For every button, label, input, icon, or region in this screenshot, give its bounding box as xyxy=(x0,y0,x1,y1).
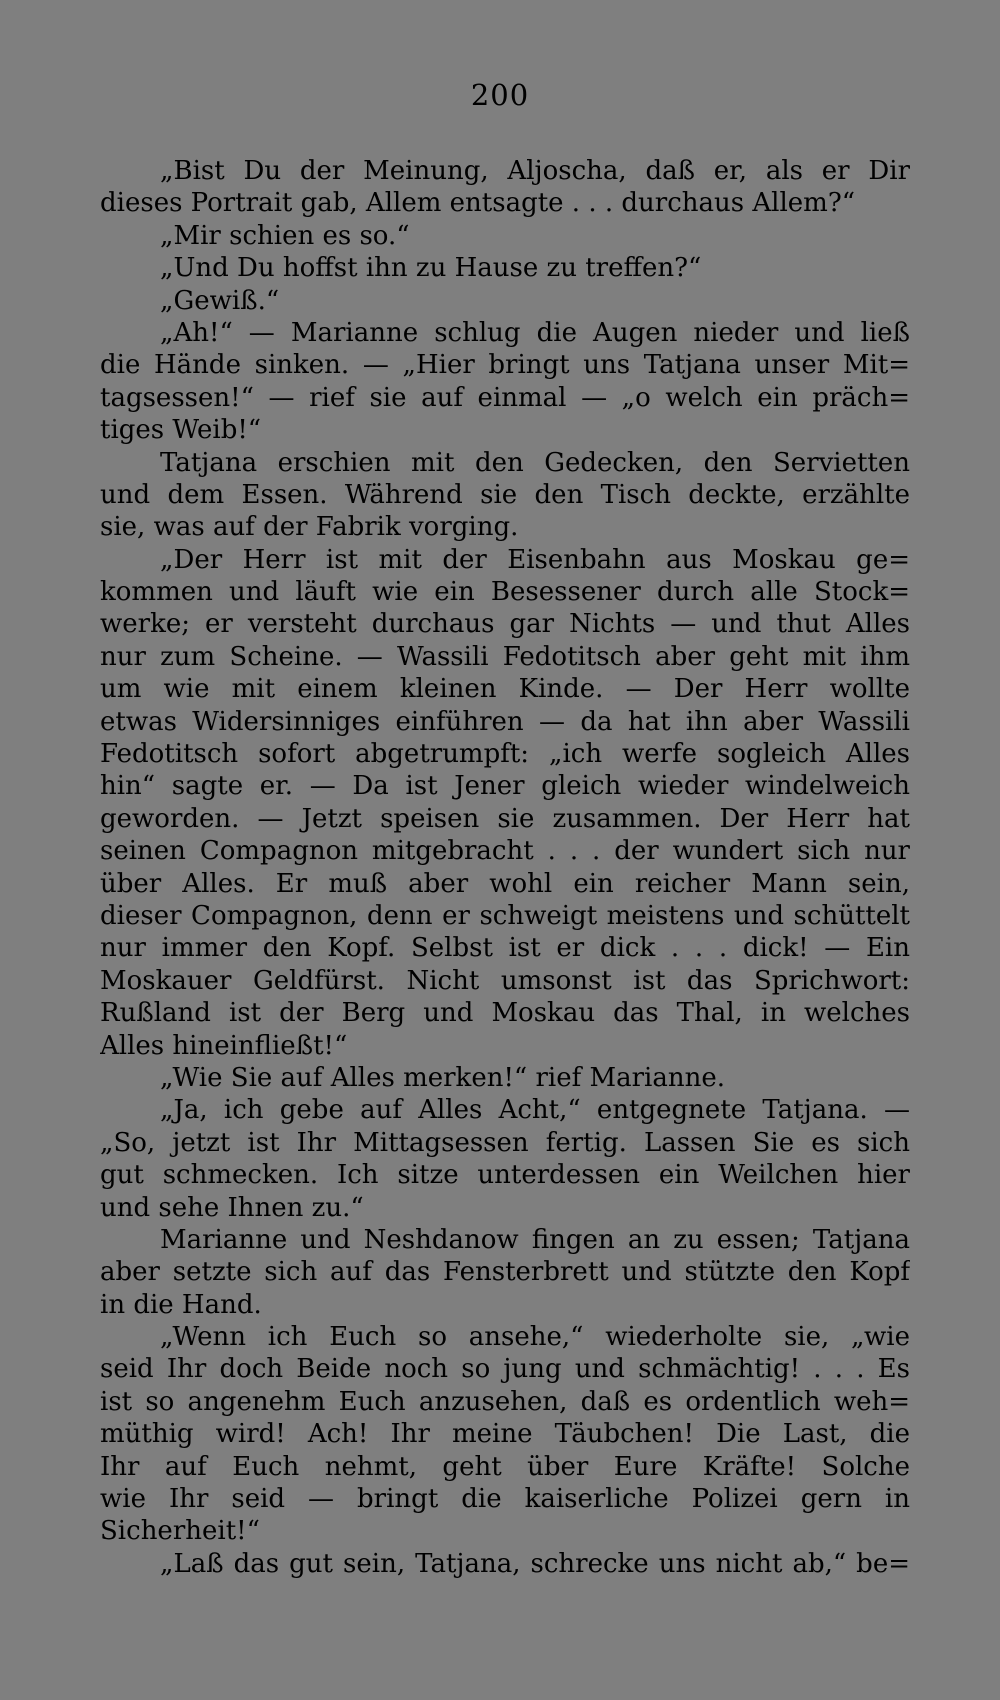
text-line: hin“ sagte er. — Da ist Jener gleich wieder windelweich xyxy=(100,771,910,802)
text-line: tiges Weib!“ xyxy=(100,415,262,446)
text-line: wie Ihr seid — bringt die kaiserliche Polizei gern in xyxy=(100,1484,910,1515)
text-line: gut schmecken. Ich sitze unterdessen ein Weilchen hier xyxy=(100,1160,910,1191)
text-line: und dem Essen. Während sie den Tisch deckte, erzählte xyxy=(100,479,910,510)
text-line: „Wenn ich Euch so ansehe,“ wiederholte sie, „wie xyxy=(160,1322,910,1353)
text-line: „Wie Sie auf Alles merken!“ rief Marianne. xyxy=(160,1062,725,1093)
text-line: sie, was auf der Fabrik vorging. xyxy=(100,512,519,543)
text-line: aber setzte sich auf das Fensterbrett und stützte den Kopf xyxy=(100,1257,910,1288)
text-line: um wie mit einem kleinen Kinde. — Der Herr wollte xyxy=(100,674,910,705)
text-line: „Gewiß.“ xyxy=(160,285,280,316)
text-line: nur immer den Kopf. Selbst ist er dick . . . dick! — Ein xyxy=(100,933,910,964)
text-line: „Ja, ich gebe auf Alles Acht,“ entgegnete Tatjana. — xyxy=(160,1095,910,1126)
body-text xyxy=(100,155,910,1580)
text-line: „Mir schien es so.“ xyxy=(160,220,410,251)
text-line: „Und Du hoffst ihn zu Hause zu treffen?“ xyxy=(160,253,702,284)
text-line: „Der Herr ist mit der Eisenbahn aus Moskau ge= xyxy=(160,544,910,575)
text-line: geworden. — Jetzt speisen sie zusammen. Der Herr hat xyxy=(100,803,910,834)
text-line: tagsessen!“ — rief sie auf einmal — „o welch ein präch= xyxy=(100,382,910,413)
text-line: Marianne und Neshdanow fingen an zu essen; Tatjana xyxy=(160,1224,910,1255)
text-line: Fedotitsch sofort abgetrumpft: „ich werfe sogleich Alles xyxy=(100,739,910,770)
text-line: die Hände sinken. — „Hier bringt uns Tatjana unser Mit= xyxy=(100,350,910,381)
page-number: 200 xyxy=(470,78,530,112)
text-line: kommen und läuft wie ein Besessener durch alle Stock= xyxy=(100,577,910,608)
text-line: „Ah!“ — Marianne schlug die Augen nieder und ließ xyxy=(160,317,910,348)
text-line: dieser Compagnon, denn er schweigt meistens und schüttelt xyxy=(100,900,910,931)
text-line: nur zum Scheine. — Wassili Fedotitsch aber geht mit ihm xyxy=(100,641,910,672)
text-line: ist so angenehm Euch anzusehen, daß es ordentlich weh= xyxy=(100,1386,910,1417)
text-line: Tatjana erschien mit den Gedecken, den Servietten xyxy=(160,447,910,478)
text-line: werke; er versteht durchaus gar Nichts — und thut Alles xyxy=(100,609,910,640)
text-line: etwas Widersinniges einführen — da hat ihn aber Wassili xyxy=(100,706,910,737)
text-line: „So, jetzt ist Ihr Mittagsessen fertig. Lassen Sie es sich xyxy=(100,1127,910,1158)
text-line: müthig wird! Ach! Ihr meine Täubchen! Die Last, die xyxy=(100,1419,910,1450)
text-line: in die Hand. xyxy=(100,1289,262,1320)
text-line: Sicherheit!“ xyxy=(100,1516,260,1547)
text-line: seinen Compagnon mitgebracht . . . der wundert sich nur xyxy=(100,836,910,867)
text-line: Ihr auf Euch nehmt, geht über Eure Kräfte! Solche xyxy=(100,1451,910,1482)
text-line: Alles hineinfließt!“ xyxy=(100,1030,348,1061)
text-line: Moskauer Geldfürst. Nicht umsonst ist das Sprichwort: xyxy=(100,965,910,996)
text-line: über Alles. Er muß aber wohl ein reicher Mann sein, xyxy=(100,868,910,899)
text-line: dieses Portrait gab, Allem entsagte . . . durchaus Allem?“ xyxy=(100,188,856,219)
text-line: und sehe Ihnen zu.“ xyxy=(100,1192,364,1223)
text-line: „Laß das gut sein, Tatjana, schrecke uns nicht ab,“ be= xyxy=(160,1548,910,1579)
text-line: Rußland ist der Berg und Moskau das Thal, in welches xyxy=(100,998,910,1029)
text-line: „Bist Du der Meinung, Aljoscha, daß er, als er Dir xyxy=(160,156,910,186)
text-line: seid Ihr doch Beide noch so jung und schmächtig! . . . Es xyxy=(100,1354,910,1385)
